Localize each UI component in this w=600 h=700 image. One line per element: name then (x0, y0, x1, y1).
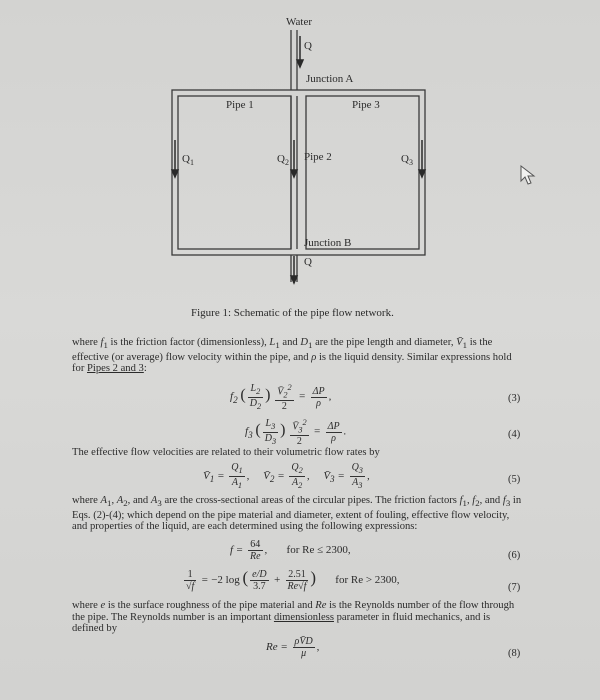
equation-8: Re = $\frac{\rho V̄D}{\mu}$ , (266, 636, 320, 659)
equation-3: $f_2$ ( $\frac{L_2}{D_2}$ ) $\frac{V̄_2^2}{2}$ = $\frac{\Delta P}{\rho}$ , (230, 382, 332, 413)
link-dimensionless[interactable]: dimensionless (273, 611, 334, 623)
label-pipe3: Pipe 3 (352, 99, 380, 111)
equation-7-number: (7) (508, 582, 521, 593)
label-pipe2: Pipe 2 (304, 151, 332, 163)
link-pipes-2-and-3[interactable]: Pipes 2 and 3 (87, 363, 144, 375)
label-q3: $Q_3$ (401, 153, 413, 168)
equation-7: $\frac{1}{√f}$ = −2 log ( $\frac{e/D}{3.7}$ + $\frac{2.51}{Re√f}$ ) for Re > 2300, (186, 568, 400, 592)
equation-5: $V̄_1$ = $\frac{Q_1}{A_1}$ , $V̄_2$ = $\frac{Q_2}{A_2}$ , $V̄_3$ = $\frac{Q_3}{A_3}$ , (203, 462, 370, 490)
equation-4-number: (4) (508, 429, 521, 440)
pipe-loop-outer (172, 90, 425, 255)
label-q2: $Q_2$ (277, 153, 289, 168)
paragraph-reynolds: where e is the surface roughness of the pipe material and Re is the Reynolds number of the flow through the pipe. The Reynolds number is an important dimensionless parameter in fluid mechanics, and is defined by (72, 600, 515, 635)
equation-5-number: (5) (508, 474, 521, 485)
equation-6-number: (6) (508, 550, 521, 561)
pipe1-inner (178, 96, 291, 249)
label-q-inflow: Q (304, 40, 312, 52)
label-q-outflow: Q (304, 256, 312, 268)
label-water: Water (286, 16, 312, 28)
figure-caption: Figure 1: Schematic of the pipe flow network. (191, 307, 394, 319)
label-q1: $Q_1$ (182, 153, 194, 168)
label-junction-a: Junction A (306, 73, 354, 85)
paragraph-cross-sections: where $A_1$, $A_2$, and $A_3$ are the cross-sectional areas of the circular pipes. The friction factors $f_1$, $f_2$, and $f_3$ in Eqs. (2)-(4); which depend on the pipe material and diameter, extent of fouling, effective flow velocity, and properties of the liquid, are each determined using the following expressions: (72, 495, 522, 533)
equation-4: $f_3$ ( $\frac{L_3}{D_3}$ ) $\frac{V̄_3^2}{2}$ = $\frac{\Delta P}{\rho}$ . (245, 417, 347, 448)
pipe3-inner (306, 96, 419, 249)
paragraph-flow-velocities: The effective flow velocities are related to their volumetric flow rates by (72, 447, 380, 458)
equation-3-number: (3) (508, 393, 521, 404)
equation-8-number: (8) (508, 648, 521, 659)
label-junction-b: Junction B (304, 237, 352, 249)
pipe-network-diagram (0, 0, 600, 300)
equation-6: f = $\frac{64}{Re}$ , for Re ≤ 2300, (230, 539, 351, 562)
label-pipe1: Pipe 1 (226, 99, 254, 111)
paragraph-friction-factor: where $f_1$ is the friction factor (dimensionless), $L_1$ and $D_1$ are the pipe length and diameter, $V̄_1$ is the effective (or average) flow velocity within the pipe, and ρ is the liquid density. Similar expressions hold for Pipes 2 and 3: (72, 337, 512, 375)
mouse-cursor-icon (518, 164, 538, 186)
